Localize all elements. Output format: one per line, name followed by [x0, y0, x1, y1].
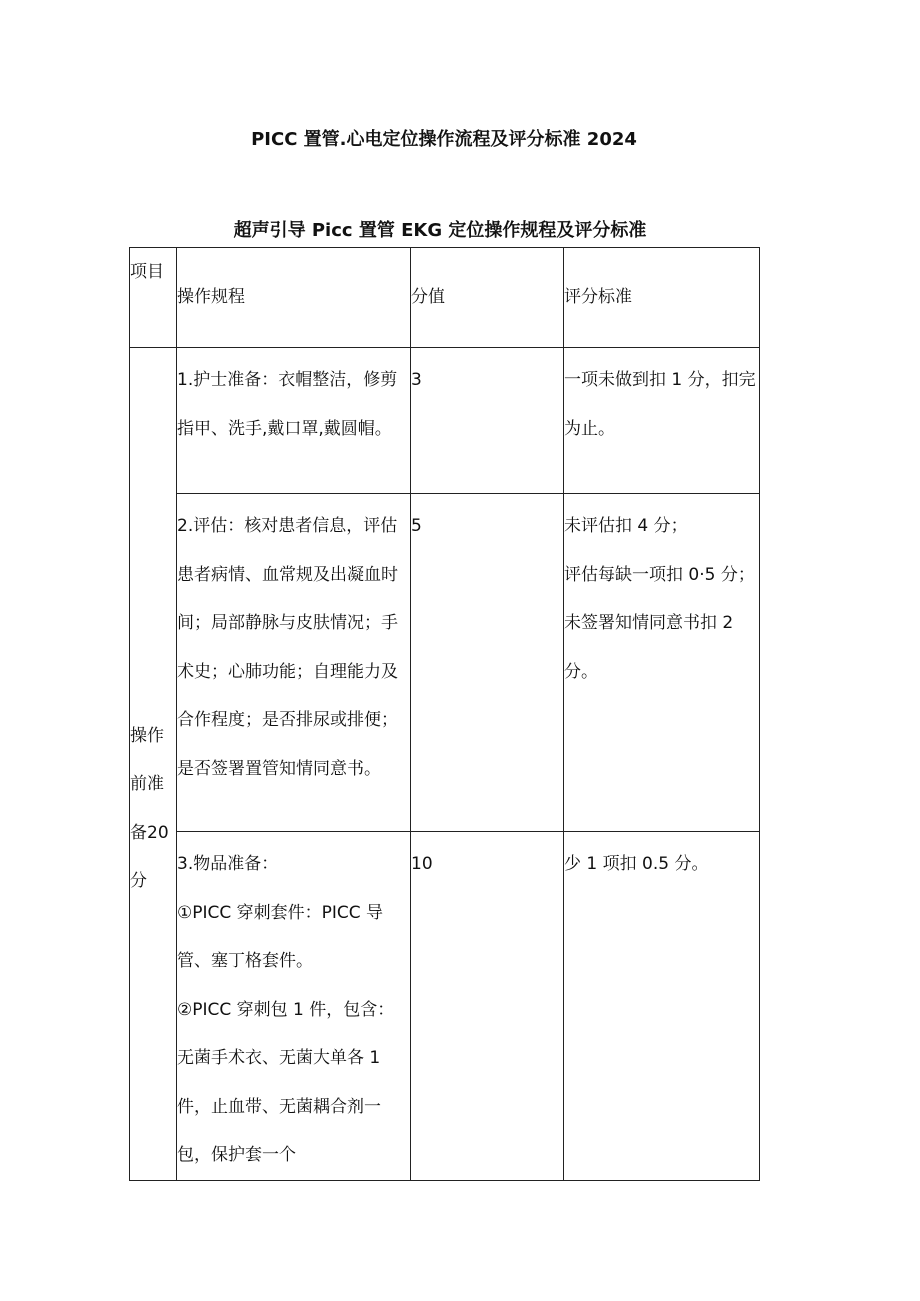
document-title: PICC 置管.心电定位操作流程及评分标准 2024	[251, 129, 637, 150]
table-title: 超声引导 Picc 置管 EKG 定位操作规程及评分标准	[233, 220, 647, 241]
scoring-table	[129, 247, 760, 1181]
criteria-cell: 一项未做到扣 1 分，扣完为止。	[564, 348, 760, 494]
procedure-cell: 3.物品准备： ①PICC 穿刺套件：PICC 导管、塞丁格套件。 ②PICC 穿刺包 1 件，包含：无菌手术衣、无菌大单各 1 件，止血带、无菌耦合剂一包，保护套一个	[177, 832, 411, 1181]
score-cell: 5	[411, 494, 564, 832]
procedure-cell: 2.评估：核对患者信息，评估患者病情、血常规及出凝血时间；局部静脉与皮肤情况；手术史；心肺功能；自理能力及合作程度；是否排尿或排便；是否签署置管知情同意书。	[177, 494, 411, 832]
header-criteria: 评分标准	[564, 248, 760, 348]
section-item-label: 操作前准备20分	[130, 725, 169, 892]
table-row	[130, 348, 760, 494]
score-cell: 10	[411, 832, 564, 1181]
table-row	[130, 494, 760, 832]
table-header-row	[130, 248, 760, 348]
table-row	[130, 832, 760, 1181]
procedure-cell: 1.护士准备：衣帽整洁，修剪指甲、洗手,戴口罩,戴圆帽。	[177, 348, 411, 494]
header-score: 分值	[411, 248, 564, 348]
header-item: 项目	[130, 248, 177, 348]
header-procedure: 操作规程	[177, 248, 411, 348]
criteria-cell: 少 1 项扣 0.5 分。	[564, 832, 760, 1181]
score-cell: 3	[411, 348, 564, 494]
section-item-cell	[130, 348, 177, 1181]
criteria-cell: 未评估扣 4 分； 评估每缺一项扣 0·5 分； 未签署知情同意书扣 2 分。	[564, 494, 760, 832]
